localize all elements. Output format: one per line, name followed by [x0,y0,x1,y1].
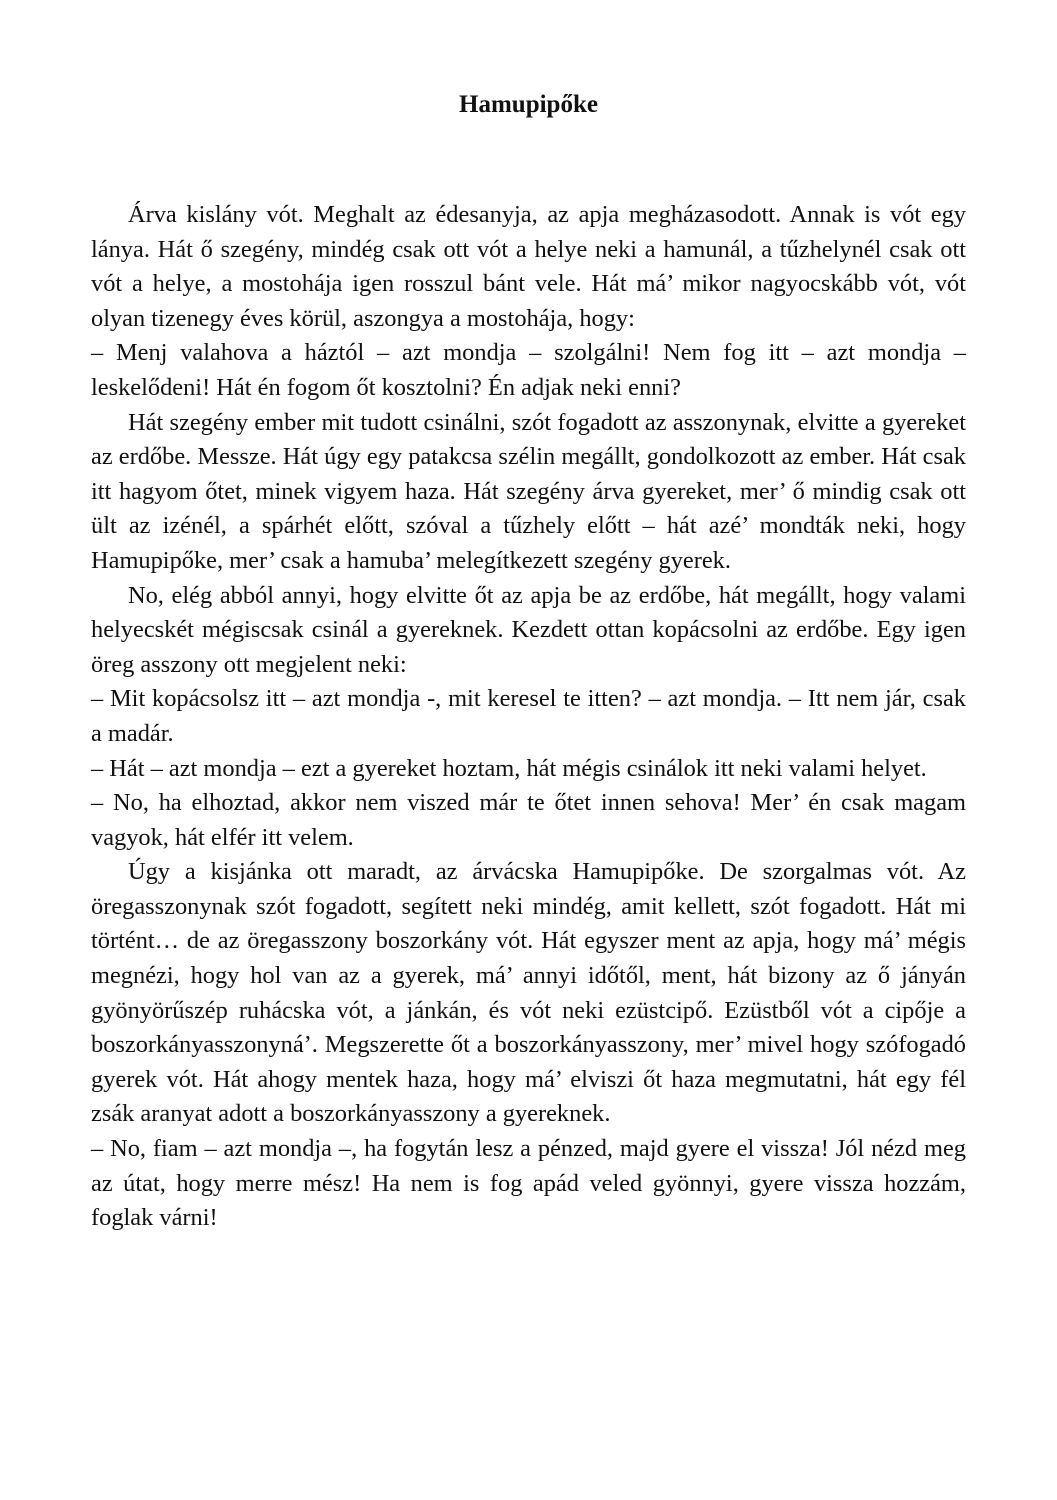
page-title: Hamupipőke [459,91,598,118]
paragraph: Árva kislány vót. Meghalt az édesanyja, az apja megházasodott. Annak is vót egy lánya. Hát ő szegény, mindég csak ott vót a helye neki a hamunál, a tűzhelynél csak ott vót a helye, a mostohája igen rosszul bánt vele. Hát má’ mikor nagyocskább vót, vót olyan tizenegy éves körül, aszongya a mostohája, hogy: [91,201,966,332]
paragraph: – Mit kopácsolsz itt – azt mondja -, mit keresel te itten? – azt mondja. – Itt nem jár, csak a madár. [91,685,966,747]
paragraph: No, elég abból annyi, hogy elvitte őt az apja be az erdőbe, hát megállt, hogy valami helyecskét mégiscsak csinál a gyereknek. Kezdett ottan kopácsolni az erdőbe. Egy igen öreg asszony ott megjelent neki: [91,581,966,678]
paragraph: – Menj valahova a háztól – azt mondja – szolgálni! Nem fog itt – azt mondja – leskelődeni! Hát én fogom őt kosztolni? Én adjak neki enni? [91,339,966,401]
document-page [91,88,966,1236]
story-text [91,198,966,1236]
paragraph: – No, ha elhoztad, akkor nem viszed már te őtet innen sehova! Mer’ én csak magam vagyok, hát elfér itt velem. [91,789,966,851]
paragraph: Hát szegény ember mit tudott csinálni, szót fogadott az asszonynak, elvitte a gyereket az erdőbe. Messze. Hát úgy egy patakcsa szélin megállt, gondolkozott az ember. Hát csak itt hagyom őtet, minek vigyem haza. Hát szegény árva gyereket, mer’ ő mindig csak ott ült az izénél, a spárhét előtt, szóval a tűzhely előtt – hát azé’ mondták neki, hogy Hamupipőke, mer’ csak a hamuba’ melegítkezett szegény gyerek. [91,408,966,574]
paragraph: – No, fiam – azt mondja –, ha fogytán lesz a pénzed, majd gyere el vissza! Jól nézd meg az útat, hogy merre mész! Ha nem is fog apád veled gyönnyi, gyere vissza hozzám, foglak várni! [91,1135,966,1232]
paragraph: Úgy a kisjánka ott maradt, az árvácska Hamupipőke. De szorgalmas vót. Az öregasszonynak szót fogadott, segített neki mindég, amit kellett, szót fogadott. Hát mi történt… de az öregasszony boszorkány vót. Hát egyszer ment az apja, hogy má’ mégis megnézi, hogy hol van az a gyerek, má’ annyi időtől, ment, hát bizony az ő jányán gyönyörűszép ruhácska vót, a jánkán, és vót neki ezüstcipő. Ezüstből vót a cipője a boszorkányasszonyná’. Megszerette őt a boszorkányasszony, mer’ mivel hogy szófogadó gyerek vót. Hát ahogy mentek haza, hogy má’ elviszi őt haza megmutatni, hát egy fél zsák aranyat adott a boszorkányasszony a gyereknek. [91,858,966,1128]
paragraph: – Hát – azt mondja – ezt a gyereket hoztam, hát mégis csinálok itt neki valami helyet. [91,754,927,782]
